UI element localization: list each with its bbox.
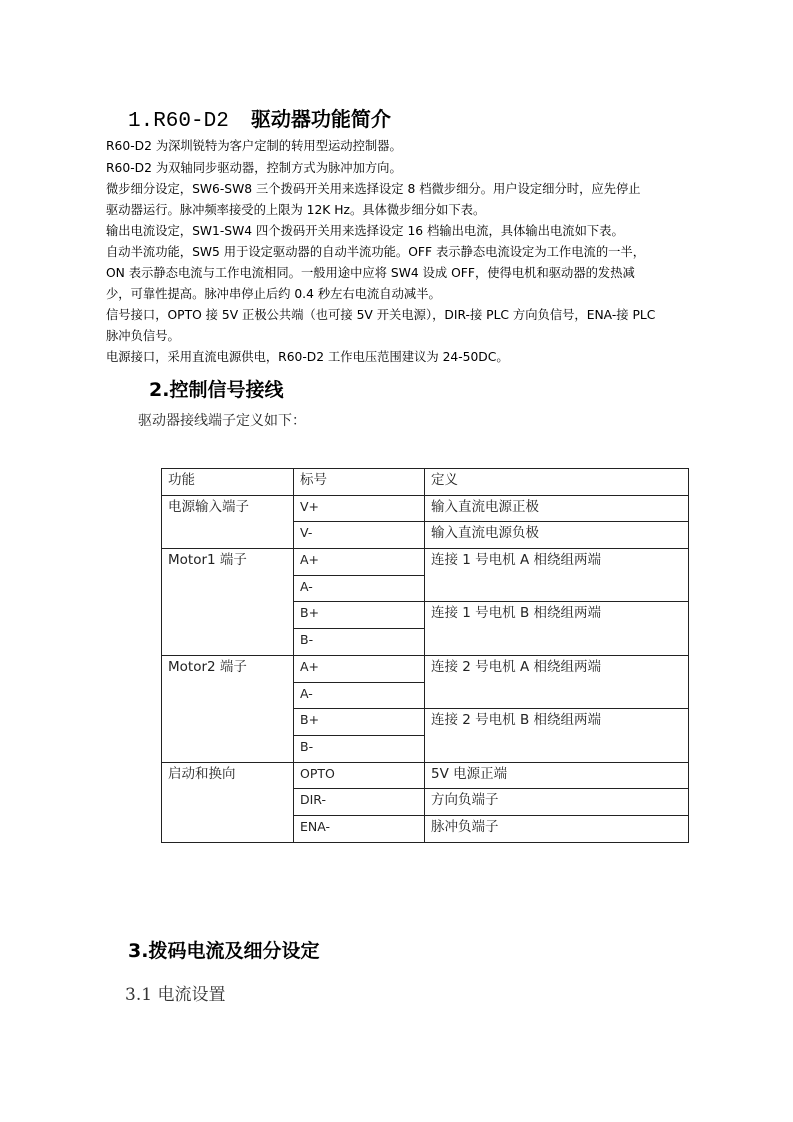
- paragraph-line: 信号接口，OPTO 接 5V 正极公共端（也可接 5V 开关电源），DIR-接 PLC 方向负信号，ENA-接 PLC: [106, 308, 656, 322]
- label-cell: V-: [294, 522, 425, 549]
- paragraph-line: 少，可靠性提高。脉冲串停止后约 0.4 秒左右电流自动减半。: [106, 287, 441, 301]
- function-cell: Motor1 端子: [162, 549, 294, 656]
- table-row: [162, 549, 689, 576]
- section2-intro: 驱动器接线端子定义如下：: [138, 413, 306, 429]
- definition-cell: 连接 2 号电机 A 相绕组两端: [425, 655, 689, 708]
- definition-cell: 连接 1 号电机 B 相绕组两端: [425, 602, 689, 655]
- paragraph-line: 驱动器运行。脉冲频率接受的上限为 12K Hz。具体微步细分如下表。: [106, 203, 486, 217]
- label-cell: B-: [294, 629, 425, 656]
- definition-cell: 连接 1 号电机 A 相绕组两端: [425, 549, 689, 602]
- table-header-row: [162, 469, 689, 496]
- table-row: [162, 655, 689, 682]
- label-cell: A+: [294, 655, 425, 682]
- label-cell: A-: [294, 575, 425, 602]
- paragraph-line: 微步细分设定，SW6-SW8 三个拨码开关用来选择设定 8 档微步细分。用户设定细分时，应先停止: [106, 182, 641, 196]
- label-cell: B+: [294, 709, 425, 736]
- header-label: 标号: [294, 469, 425, 496]
- paragraph-line: R60-D2 为双轴同步驱动器，控制方式为脉冲加方向。: [106, 161, 402, 175]
- section1-title: 驱动器功能简介: [250, 107, 391, 131]
- label-cell: A+: [294, 549, 425, 576]
- label-cell: B+: [294, 602, 425, 629]
- definition-cell: 脉冲负端子: [425, 815, 689, 842]
- function-cell: 电源输入端子: [162, 495, 294, 548]
- paragraph-line: 脉冲负信号。: [106, 329, 180, 343]
- table-row: [162, 762, 689, 789]
- terminal-definition-table: [161, 468, 689, 843]
- definition-cell: 输入直流电源正极: [425, 495, 689, 522]
- section1-heading: [128, 103, 391, 133]
- definition-cell: 方向负端子: [425, 789, 689, 816]
- definition-cell: 5V 电源正端: [425, 762, 689, 789]
- table-row: [162, 495, 689, 522]
- function-cell: Motor2 端子: [162, 655, 294, 762]
- paragraph-line: ON 表示静态电流与工作电流相同。一般用途中应将 SW4 设成 OFF，使得电机和驱动器的发热减: [106, 266, 635, 280]
- function-cell: 启动和换向: [162, 762, 294, 842]
- header-definition: 定义: [425, 469, 689, 496]
- section1-number: 1.R60-D2: [128, 110, 229, 133]
- definition-cell: 输入直流电源负极: [425, 522, 689, 549]
- label-cell: DIR-: [294, 789, 425, 816]
- section2-heading: 2.控制信号接线: [149, 379, 284, 401]
- header-function: 功能: [162, 469, 294, 496]
- section3-subheading: 3.1 电流设置: [125, 985, 226, 1005]
- label-cell: B-: [294, 735, 425, 762]
- paragraph-line: 输出电流设定，SW1-SW4 四个拨码开关用来选择设定 16 档输出电流，具体输出电流如下表。: [106, 224, 624, 238]
- section3-heading: 3.拨码电流及细分设定: [128, 940, 320, 962]
- label-cell: ENA-: [294, 815, 425, 842]
- label-cell: V+: [294, 495, 425, 522]
- definition-cell: 连接 2 号电机 B 相绕组两端: [425, 709, 689, 762]
- paragraph-line: 自动半流功能，SW5 用于设定驱动器的自动半流功能。OFF 表示静态电流设定为工作电流的一半，: [106, 245, 646, 259]
- label-cell: A-: [294, 682, 425, 709]
- label-cell: OPTO: [294, 762, 425, 789]
- paragraph-line: R60-D2 为深圳锐特为客户定制的转用型运动控制器。: [106, 139, 402, 153]
- paragraph-line: 电源接口，采用直流电源供电，R60-D2 工作电压范围建议为 24-50DC。: [106, 350, 509, 364]
